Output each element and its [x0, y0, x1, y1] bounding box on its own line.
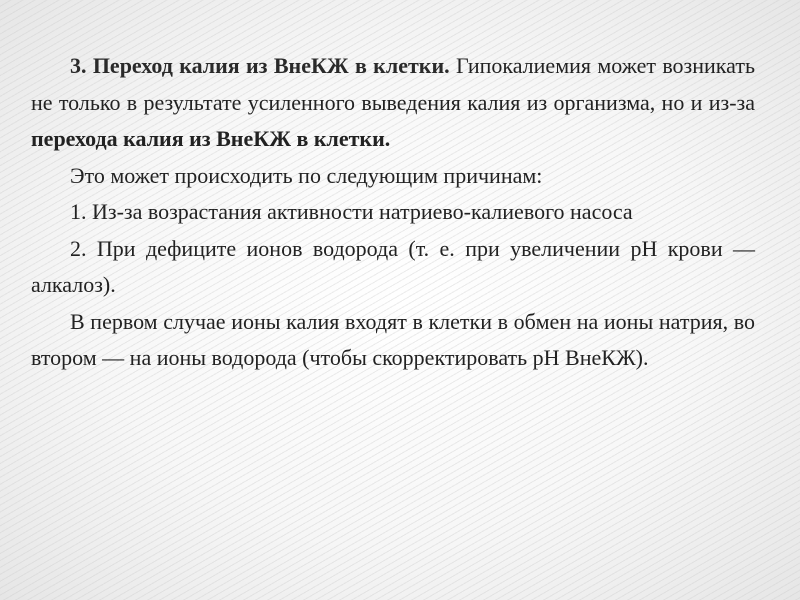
list-item-reason-1: 1. Из-за возрастания активности натриево-калиевого насоса: [70, 199, 633, 224]
slide-text-block: [31, 48, 755, 377]
bold-phrase: перехода калия из ВнеКЖ в клетки.: [31, 126, 391, 151]
list-item-reason-2: 2. При дефиците ионов водорода (т. е. при увеличении рН крови — алкалоз).: [31, 235, 755, 297]
section-heading: 3. Переход калия из ВнеКЖ в клетки.: [70, 53, 450, 78]
paragraph-text: Гипокалиемия может возникать не только в результате усиленного выведения калия из организма, но и из-за: [31, 53, 755, 115]
paragraph-reasons-intro: Это может происходить по следующим причинам:: [70, 162, 543, 188]
paragraph-hypokalemia-transition: [31, 48, 755, 158]
paragraph-exchange-explanation: В первом случае ионы калия входят в клетки в обмен на ионы натрия, во втором — на ионы водорода (чтобы скорректировать рН ВнеКЖ).: [31, 308, 755, 370]
